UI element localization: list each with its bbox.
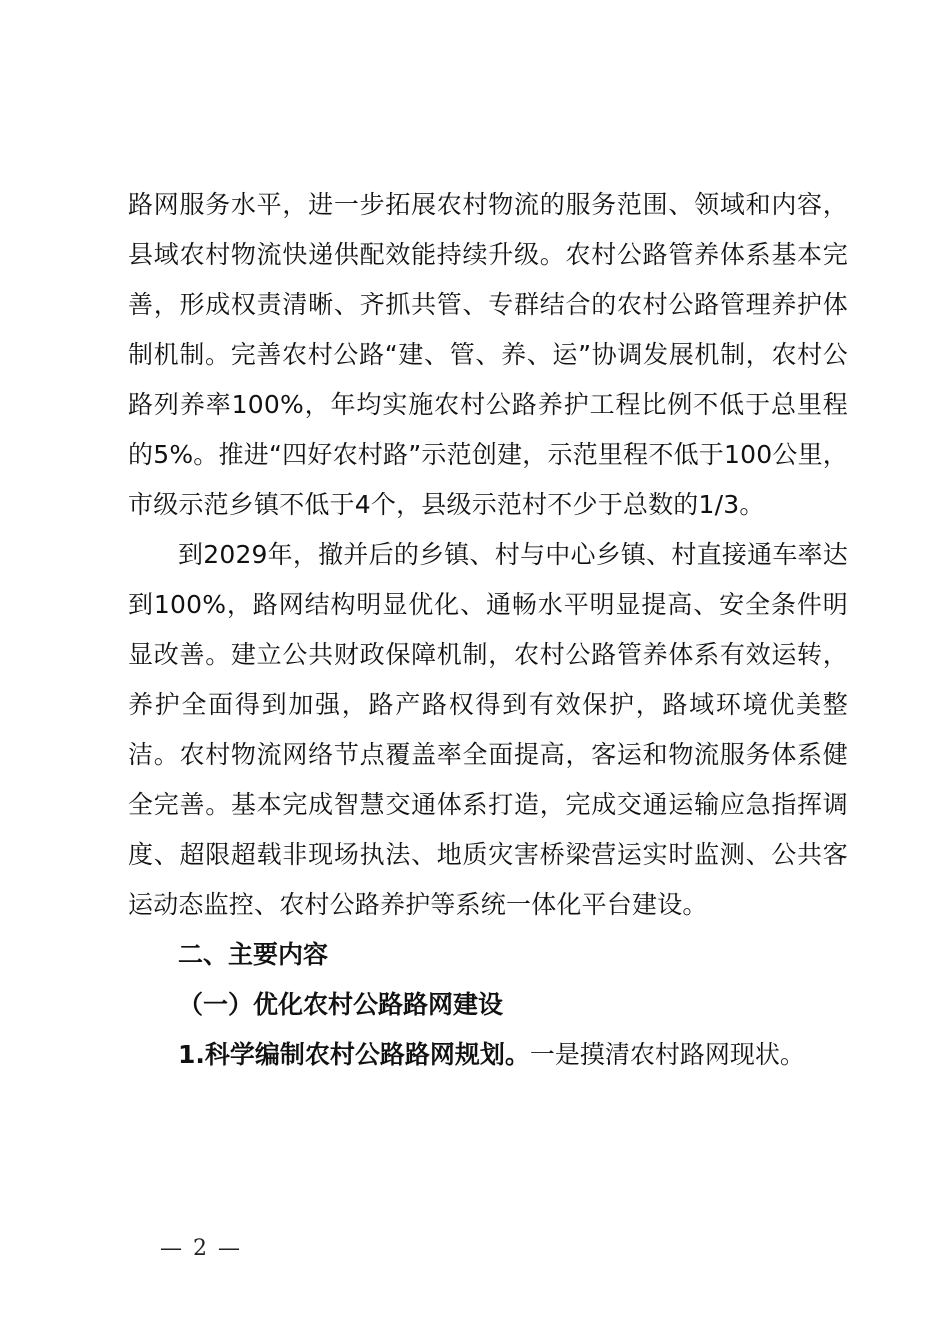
section-heading: 二、主要内容 bbox=[178, 940, 329, 969]
item-bold-lead: 1.科学编制农村公路路网规划。 bbox=[178, 1040, 530, 1069]
page-number: — 2 — bbox=[160, 1236, 242, 1261]
paragraph-1: 路网服务水平，进一步拓展农村物流的服务范围、领域和内容，县域农村物流快递供配效能持续升级。农村公路管养体系基本完善，形成权责清晰、齐抓共管、专群结合的农村公路管理养护体制机制。完善农村公路“建、管、养、运”协调发展机制，农村公路列养率100%，年均实施农村公路养护工程比例不低于总里程的5%。推进“四好农村路”示范创建，示范里程不低于100公里，市级示范乡镇不低于4个，县级示范村不少于总数的1/3。 bbox=[128, 190, 848, 519]
item-text: 一是摸清农村路网现状。 bbox=[529, 1040, 805, 1069]
subsection-heading: （一）优化农村公路路网建设 bbox=[178, 990, 504, 1019]
paragraph-2: 到2029年，撤并后的乡镇、村与中心乡镇、村直接通车率达到100%，路网结构明显优化、通畅水平明显提高、安全条件明显改善。建立公共财政保障机制，农村公路管养体系有效运转，养护全面得到加强，路产路权得到有效保护，路域环境优美整洁。农村物流网络节点覆盖率全面提高，客运和物流服务体系健全完善。基本完成智慧交通体系打造，完成交通运输应急指挥调度、超限超载非现场执法、地质灾害桥梁营运实时监测、公共客运动态监控、农村公路养护等系统一体化平台建设。 bbox=[128, 540, 848, 919]
item-heading bbox=[128, 1030, 848, 1080]
document-body bbox=[128, 180, 848, 1080]
